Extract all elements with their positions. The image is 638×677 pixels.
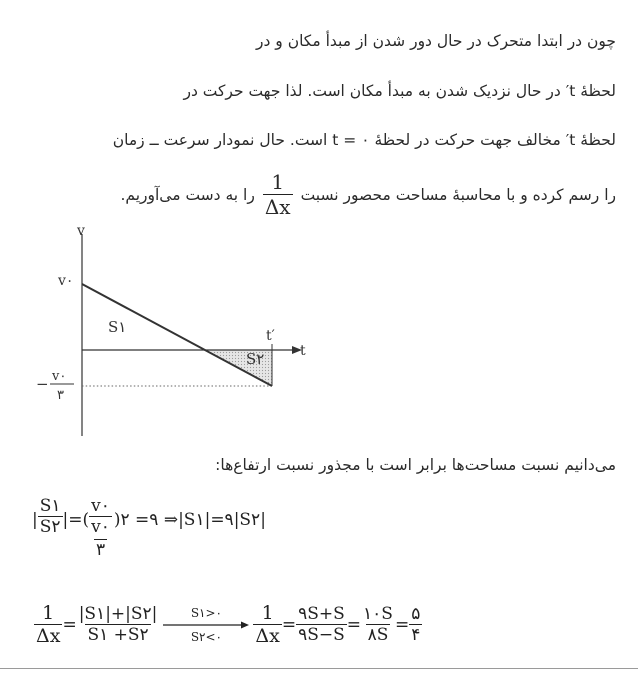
paragraph-line-4-text: را رسم کرده و با محاسبهٔ مساحت محصور نسبت: [300, 185, 616, 204]
eq2-fraction-4: [296, 604, 347, 645]
eq2-f4-denominator: ۹S−S: [298, 625, 345, 645]
eq1-equals-paren: =(: [68, 510, 90, 530]
neg-label-minus: −: [36, 375, 49, 393]
t-axis-label: t: [300, 343, 306, 359]
eq2-f1-denominator: Δx: [36, 625, 61, 647]
eq2-f5-denominator: ۸S: [367, 625, 389, 645]
bottom-divider: [0, 668, 638, 669]
eq2-f2-numerator: |S۱|+|S۲|: [78, 604, 158, 624]
eq2-f3-denominator: Δx: [255, 625, 280, 647]
eq2-f2-denominator: S۱ +S۲: [87, 625, 149, 645]
eq2-f5-numerator: ۱۰S: [363, 604, 393, 624]
eq1-v-numerator: v۰: [91, 496, 110, 516]
paragraph-line-4: [120, 170, 616, 219]
eq1-v-denominator-bottom: ۳: [95, 540, 106, 560]
neg-label-numerator: v۰: [52, 369, 67, 384]
equation-1: [32, 496, 266, 560]
eq2-fraction-5: [361, 604, 395, 645]
eq2-equals-2: =: [281, 614, 297, 635]
paragraph-line-2: لحظهٔ t′ در حال نزدیک شدن به مبدأ مکان است. لذا جهت حرکت در: [183, 82, 616, 100]
eq2-fraction-1: [34, 602, 62, 647]
ratio-fraction-numerator: 1: [271, 170, 285, 194]
ratio-fraction: [263, 170, 293, 219]
paragraph-line-3: لحظهٔ t′ مخالف جهت حرکت در لحظهٔ ۰ = t است. حال نمودار سرعت ــ زمان: [112, 131, 616, 149]
v0-label: v۰: [58, 273, 74, 289]
eq2-equals-4: =: [394, 614, 410, 635]
eq2-f1-numerator: 1: [42, 602, 55, 624]
eq2-f6-denominator: ۴: [411, 625, 421, 645]
paragraph-line-1: چون در ابتدا متحرک در حال دور شدن از مبدأ مکان و در: [255, 32, 616, 50]
eq2-equals-1: =: [62, 614, 77, 635]
eq1-v-denominator: [89, 516, 112, 560]
eq1-abs-close: |: [62, 510, 69, 530]
eq2-conditional-arrow: [163, 606, 249, 644]
paragraph-line-4-end: را به دست می‌آوریم.: [120, 185, 255, 204]
eq2-f6-numerator: ۵: [411, 604, 421, 624]
long-right-arrow-icon: [163, 620, 249, 630]
eq2-fraction-6: [409, 604, 422, 645]
s2-label: S۲: [246, 350, 265, 368]
eq1-fraction-s: [38, 496, 63, 537]
v-axis-label: v: [77, 223, 85, 239]
ratio-fraction-denominator: Δx: [264, 195, 291, 219]
equation-2: [34, 602, 422, 647]
eq1-fraction-v: [89, 496, 112, 560]
eq1-abs-open: |: [32, 510, 38, 530]
eq2-equals-3: =: [346, 614, 362, 635]
eq1-v-denominator-top: v۰: [91, 517, 110, 537]
eq2-f3-numerator: 1: [261, 602, 274, 624]
neg-label-denominator: ۳: [57, 388, 64, 403]
s1-label: S۱: [108, 318, 127, 336]
eq2-arrow-bottom: S۲<۰: [190, 629, 222, 644]
eq1-numerator: S۱: [39, 496, 61, 516]
ratio-note: می‌دانیم نسبت مساحت‌ها برابر است با مجذور نسبت ارتفاع‌ها:: [215, 456, 616, 474]
eq1-rest: )۲ =۹ ⇒|S۱|=۹|S۲|: [113, 510, 266, 530]
t-prime-label: t′: [266, 328, 275, 344]
eq2-fraction-3: [253, 602, 281, 647]
eq2-f4-numerator: ۹S+S: [298, 604, 345, 624]
eq2-arrow-top: S۱>۰: [190, 605, 222, 620]
eq2-fraction-2: [77, 604, 160, 645]
velocity-time-graph: [30, 222, 360, 452]
eq1-denominator: S۲: [39, 517, 61, 537]
